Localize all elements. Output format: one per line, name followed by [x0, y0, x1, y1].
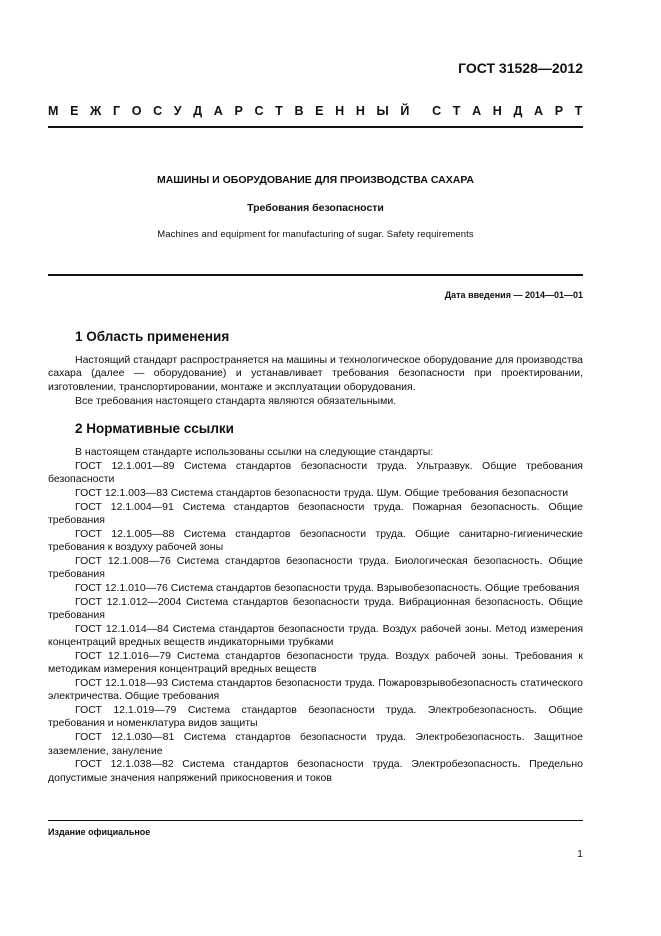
header-divider: [48, 126, 583, 128]
banner-letter: У: [173, 104, 183, 118]
reference-item: ГОСТ 12.1.018—93 Система стандартов безопасности труда. Пожаровзрывобезопасность статического электричества. Общие требования: [48, 677, 583, 703]
reference-item: ГОСТ 12.1.010—76 Система стандартов безопасности труда. Взрывобезопасность. Общие требования: [75, 581, 580, 594]
reference-item: ГОСТ 12.1.008—76 Система стандартов безопасности труда. Биологическая безопасность. Общие требования: [48, 554, 583, 581]
banner-letter: Е: [70, 104, 79, 118]
reference-item: ГОСТ 12.1.001—89 Система стандартов безопасности труда. Ультразвук. Общие требования безопасности: [48, 459, 583, 486]
document-title: МАШИНЫ И ОБОРУДОВАНИЕ ДЛЯ ПРОИЗВОДСТВА САХАРА: [156, 174, 475, 186]
banner-letter: Р: [554, 104, 564, 118]
reference-item: ГОСТ 12.1.012—2004 Система стандартов безопасности труда. Вибрационная безопасность. Общие требования: [48, 595, 583, 622]
english-title: Machines and equipment for manufacturing of sugar. Safety requirements: [157, 229, 474, 240]
official-edition-label: Издание официальное: [48, 827, 151, 837]
section-heading-normative-references: 2 Нормативные ссылки: [75, 421, 234, 436]
reference-item: ГОСТ 12.1.004—91 Система стандартов безопасности труда. Пожарная безопасность. Общие требования: [48, 500, 583, 526]
interstate-standard-banner: [48, 104, 583, 118]
banner-letter: Д: [513, 104, 523, 118]
banner-letter: В: [294, 104, 305, 118]
scope-paragraph: Настоящий стандарт распространяется на машины и технологическое оборудование для производства сахара (далее — оборудование) и устанавливает требования безопасности при проектировании, изготовлении, транспортировании, монтаже и эксплуатации оборудования.: [48, 354, 583, 393]
banner-letter: Ж: [90, 104, 102, 118]
banner-letter: Т: [275, 104, 284, 118]
banner-letter: Н: [355, 104, 366, 118]
reference-item: ГОСТ 12.1.014—84 Система стандартов безопасности труда. Воздух рабочей зоны. Метод измерения концентраций вредных веществ индикаторными трубками: [48, 622, 583, 649]
banner-letter: Т: [574, 104, 583, 118]
banner-letter: Т: [452, 104, 462, 118]
introduction-date: Дата введения — 2014—01—01: [444, 290, 583, 300]
banner-letter: Е: [315, 104, 325, 118]
standard-code: ГОСТ 31528—2012: [458, 60, 583, 76]
reference-item: ГОСТ 12.1.038—82 Система стандартов безопасности труда. Электробезопасность. Предельно допустимые значения напряжений прикосновения и токов: [48, 758, 583, 784]
reference-item: ГОСТ 12.1.019—79 Система стандартов безопасности труда. Электробезопасность. Общие требования и номенклатура видов защиты: [48, 704, 583, 730]
section-heading-scope: 1 Область применения: [75, 329, 230, 344]
banner-letter: Г: [113, 104, 121, 118]
reference-item: В настоящем стандарте использованы ссылки на следующие стандарты:: [75, 446, 434, 458]
reference-item: ГОСТ 12.1.016—79 Система стандартов безопасности труда. Воздух рабочей зоны. Требования к методикам измерения концентраций вредных веществ: [48, 649, 583, 676]
banner-letter: О: [131, 104, 143, 118]
banner-letter: Н: [492, 104, 503, 118]
banner-letter: Н: [335, 104, 345, 118]
page-number: 1: [577, 848, 583, 860]
banner-letter: С: [432, 104, 442, 118]
banner-letter: С: [153, 104, 163, 118]
banner-letter: М: [48, 104, 60, 118]
banner-letter: Д: [193, 104, 203, 118]
reference-item: ГОСТ 12.1.030—81 Система стандартов безопасности труда. Электробезопасность. Защитное заземление, зануление: [48, 731, 583, 757]
reference-item: ГОСТ 12.1.003—83 Система стандартов безопасности труда. Шум. Общие требования безопасности: [75, 486, 569, 499]
banner-letter: Р: [234, 104, 244, 118]
banner-letter: А: [213, 104, 224, 118]
footer-divider: [48, 820, 583, 821]
banner-letter: Й: [400, 104, 410, 118]
normative-references-list: [48, 446, 583, 785]
title-divider: [48, 274, 583, 276]
banner-letter: А: [472, 104, 482, 118]
reference-item: ГОСТ 12.1.005—88 Система стандартов безопасности труда. Общие санитарно-гигиенические требования к воздуху рабочей зоны: [48, 527, 583, 554]
banner-letter: С: [254, 104, 265, 118]
scope-paragraph-mandatory: Все требования настоящего стандарта являются обязательными.: [75, 395, 397, 407]
document-subtitle: Требования безопасности: [247, 202, 384, 214]
banner-letter: А: [534, 104, 544, 118]
banner-letter: Ы: [376, 104, 390, 118]
